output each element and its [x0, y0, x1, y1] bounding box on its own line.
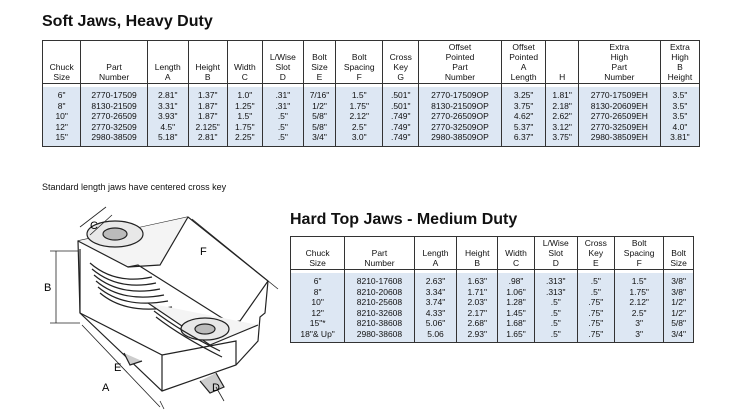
- table-cell: .5": [534, 318, 577, 329]
- table-cell: 1.81": [546, 87, 578, 101]
- table-cell: .75": [577, 329, 614, 343]
- jaw-diagram: [20, 205, 290, 415]
- table-cell: .749": [383, 122, 419, 133]
- table-cell: 2.18": [546, 101, 578, 112]
- table-cell: 2.12": [336, 111, 383, 122]
- dim-label-c: C: [90, 220, 98, 232]
- table-cell: 1.75": [336, 101, 383, 112]
- soft-jaws-header-3: Height B: [188, 41, 227, 84]
- table-cell: 5/8": [664, 318, 694, 329]
- table-cell: 12": [43, 122, 81, 133]
- table-cell: 3.12": [546, 122, 578, 133]
- table-cell: .75": [577, 308, 614, 319]
- table-cell: 1.87": [188, 111, 227, 122]
- table-cell: 1.71": [457, 287, 498, 298]
- table-cell: 12": [291, 308, 345, 319]
- table-cell: 1.63": [457, 273, 498, 287]
- table-cell: 1.0": [227, 87, 262, 101]
- hard-top-jaws-header-6: Cross Key E: [577, 237, 614, 270]
- table-cell: 6": [43, 87, 81, 101]
- table-cell: 2770-26509OP: [419, 111, 502, 122]
- soft-jaws-header-2: Length A: [147, 41, 188, 84]
- soft-jaws-header-10: Offset Pointed A Length: [501, 41, 546, 84]
- table-cell: 2770-26509: [81, 111, 147, 122]
- dim-label-b: B: [44, 282, 52, 294]
- table-cell: 4.33": [414, 308, 457, 319]
- table-cell: 1.06": [498, 287, 535, 298]
- hard-top-jaws-header-7: Bolt Spacing F: [615, 237, 664, 270]
- soft-jaws-header-0: Chuck Size: [43, 41, 81, 84]
- table-row: [291, 308, 694, 319]
- table-row: [43, 132, 700, 146]
- soft-jaws-header-5: L/Wise Slot D: [262, 41, 303, 84]
- table-cell: 2.5": [336, 122, 383, 133]
- soft-jaws-note: Standard length jaws have centered cross key: [42, 182, 227, 192]
- table-cell: .5": [262, 132, 303, 146]
- table-cell: 2.81": [188, 132, 227, 146]
- table-cell: 2770-32509EH: [578, 122, 660, 133]
- table-cell: 2980-38509OP: [419, 132, 502, 146]
- table-cell: 3.81": [660, 132, 699, 146]
- table-cell: 1.25": [227, 101, 262, 112]
- table-cell: 15": [43, 132, 81, 146]
- table-row: [291, 297, 694, 308]
- table-cell: 8210-17608: [345, 273, 414, 287]
- table-cell: 6": [291, 273, 345, 287]
- table-cell: 8210-25608: [345, 297, 414, 308]
- table-cell: 2770-32509OP: [419, 122, 502, 133]
- table-row: [43, 101, 700, 112]
- table-cell: 2.03": [457, 297, 498, 308]
- table-cell: .31": [262, 87, 303, 101]
- table-cell: 5.37": [501, 122, 546, 133]
- table-cell: .98": [498, 273, 535, 287]
- table-cell: .749": [383, 111, 419, 122]
- table-cell: 1.5": [336, 87, 383, 101]
- table-row: [43, 111, 700, 122]
- table-cell: 1/2": [664, 297, 694, 308]
- table-cell: 4.0": [660, 122, 699, 133]
- table-cell: 3.31": [147, 101, 188, 112]
- table-cell: 1/2": [303, 101, 335, 112]
- table-cell: .5": [534, 297, 577, 308]
- table-cell: 2770-17509EH: [578, 87, 660, 101]
- table-cell: 3.5": [660, 111, 699, 122]
- table-cell: 3.5": [660, 87, 699, 101]
- table-cell: 5.18": [147, 132, 188, 146]
- table-cell: 8210-20608: [345, 287, 414, 298]
- table-cell: 3.93": [147, 111, 188, 122]
- soft-jaws-header-11: H: [546, 41, 578, 84]
- table-cell: 3/4": [664, 329, 694, 343]
- hard-top-jaws-header-8: Bolt Size: [664, 237, 694, 270]
- table-cell: 10": [291, 297, 345, 308]
- table-cell: 1.65": [498, 329, 535, 343]
- hard-top-jaws-title: Hard Top Jaws - Medium Duty: [290, 211, 518, 228]
- table-cell: .5": [262, 111, 303, 122]
- table-cell: 3/8": [664, 273, 694, 287]
- soft-jaws-table: [42, 40, 700, 147]
- table-cell: 15"*: [291, 318, 345, 329]
- table-row: [291, 273, 694, 287]
- table-cell: 8130-21509OP: [419, 101, 502, 112]
- table-cell: 3.74": [414, 297, 457, 308]
- soft-jaws-header-row: [43, 41, 700, 84]
- dim-label-d: D: [212, 382, 220, 394]
- table-cell: 2770-32509: [81, 122, 147, 133]
- table-cell: .5": [577, 273, 614, 287]
- table-cell: 2.12": [615, 297, 664, 308]
- table-cell: 5/8": [303, 122, 335, 133]
- table-cell: 3": [615, 318, 664, 329]
- table-row: [291, 318, 694, 329]
- table-cell: 2980-38509EH: [578, 132, 660, 146]
- table-cell: 18"& Up": [291, 329, 345, 343]
- hard-top-jaws-header-2: Length A: [414, 237, 457, 270]
- table-cell: 10": [43, 111, 81, 122]
- table-cell: 2.17": [457, 308, 498, 319]
- table-cell: 2980-38509: [81, 132, 147, 146]
- table-cell: .5": [534, 329, 577, 343]
- table-cell: .749": [383, 132, 419, 146]
- soft-jaws-header-6: Bolt Size E: [303, 41, 335, 84]
- table-cell: 8": [291, 287, 345, 298]
- table-cell: 5.06": [414, 318, 457, 329]
- table-cell: 1/2": [664, 308, 694, 319]
- table-row: [43, 122, 700, 133]
- table-cell: .5": [534, 308, 577, 319]
- table-cell: 2770-17509: [81, 87, 147, 101]
- soft-jaws-header-13: Extra High B Height: [660, 41, 699, 84]
- table-cell: 1.5": [615, 273, 664, 287]
- table-cell: 4.5": [147, 122, 188, 133]
- dim-label-a: A: [102, 382, 110, 394]
- table-cell: .75": [577, 297, 614, 308]
- table-cell: 1.5": [227, 111, 262, 122]
- table-cell: 3/4": [303, 132, 335, 146]
- table-cell: 3.0": [336, 132, 383, 146]
- table-cell: 2.68": [457, 318, 498, 329]
- table-cell: 1.75": [227, 122, 262, 133]
- table-cell: 1.87": [188, 101, 227, 112]
- table-cell: 8210-38608: [345, 318, 414, 329]
- dim-label-f: F: [200, 246, 207, 258]
- soft-jaws-header-7: Bolt Spacing F: [336, 41, 383, 84]
- table-cell: .501": [383, 87, 419, 101]
- table-cell: 1.37": [188, 87, 227, 101]
- table-cell: 3.5": [660, 101, 699, 112]
- table-cell: 6.37": [501, 132, 546, 146]
- table-row: [291, 329, 694, 343]
- soft-jaws-header-8: Cross Key G: [383, 41, 419, 84]
- table-cell: 3.75": [501, 101, 546, 112]
- table-cell: 8130-21509: [81, 101, 147, 112]
- table-cell: 2.93": [457, 329, 498, 343]
- table-cell: 4.62": [501, 111, 546, 122]
- hard-top-jaws-header-3: Height B: [457, 237, 498, 270]
- table-cell: 3": [615, 329, 664, 343]
- dim-label-e: E: [114, 362, 122, 374]
- table-cell: 2.25": [227, 132, 262, 146]
- soft-jaws-header-9: Offset Pointed Part Number: [419, 41, 502, 84]
- table-cell: 3.75": [546, 132, 578, 146]
- table-cell: 8130-20609EH: [578, 101, 660, 112]
- hard-top-jaws-header-0: Chuck Size: [291, 237, 345, 270]
- hard-top-jaws-header-row: [291, 237, 694, 270]
- hard-top-jaws-header-5: L/Wise Slot D: [534, 237, 577, 270]
- table-cell: 2980-38608: [345, 329, 414, 343]
- table-cell: 7/16": [303, 87, 335, 101]
- table-cell: 5.06: [414, 329, 457, 343]
- hard-top-jaws-header-4: Width C: [498, 237, 535, 270]
- table-cell: 2.125": [188, 122, 227, 133]
- table-cell: 2770-26509EH: [578, 111, 660, 122]
- table-cell: 3.34": [414, 287, 457, 298]
- table-cell: 1.75": [615, 287, 664, 298]
- table-cell: 2.63": [414, 273, 457, 287]
- table-row: [43, 87, 700, 101]
- table-cell: 3/8": [664, 287, 694, 298]
- table-cell: .501": [383, 101, 419, 112]
- soft-jaws-header-4: Width C: [227, 41, 262, 84]
- table-cell: 5/8": [303, 111, 335, 122]
- table-row: [291, 287, 694, 298]
- hard-top-jaws-header-1: Part Number: [345, 237, 414, 270]
- table-cell: 2.5": [615, 308, 664, 319]
- table-cell: 2.81": [147, 87, 188, 101]
- table-cell: 8210-32608: [345, 308, 414, 319]
- table-cell: 3.25": [501, 87, 546, 101]
- soft-jaws-header-12: Extra High Part Number: [578, 41, 660, 84]
- table-cell: 8": [43, 101, 81, 112]
- table-cell: .75": [577, 318, 614, 329]
- table-cell: 2.62": [546, 111, 578, 122]
- soft-jaws-header-1: Part Number: [81, 41, 147, 84]
- hard-top-jaws-table: [290, 236, 694, 343]
- table-cell: .5": [577, 287, 614, 298]
- table-cell: 1.68": [498, 318, 535, 329]
- table-cell: .313": [534, 273, 577, 287]
- table-cell: .5": [262, 122, 303, 133]
- table-cell: 1.28": [498, 297, 535, 308]
- table-cell: 1.45": [498, 308, 535, 319]
- table-cell: .31": [262, 101, 303, 112]
- soft-jaws-title: Soft Jaws, Heavy Duty: [42, 13, 213, 30]
- table-cell: .313": [534, 287, 577, 298]
- table-cell: 2770-17509OP: [419, 87, 502, 101]
